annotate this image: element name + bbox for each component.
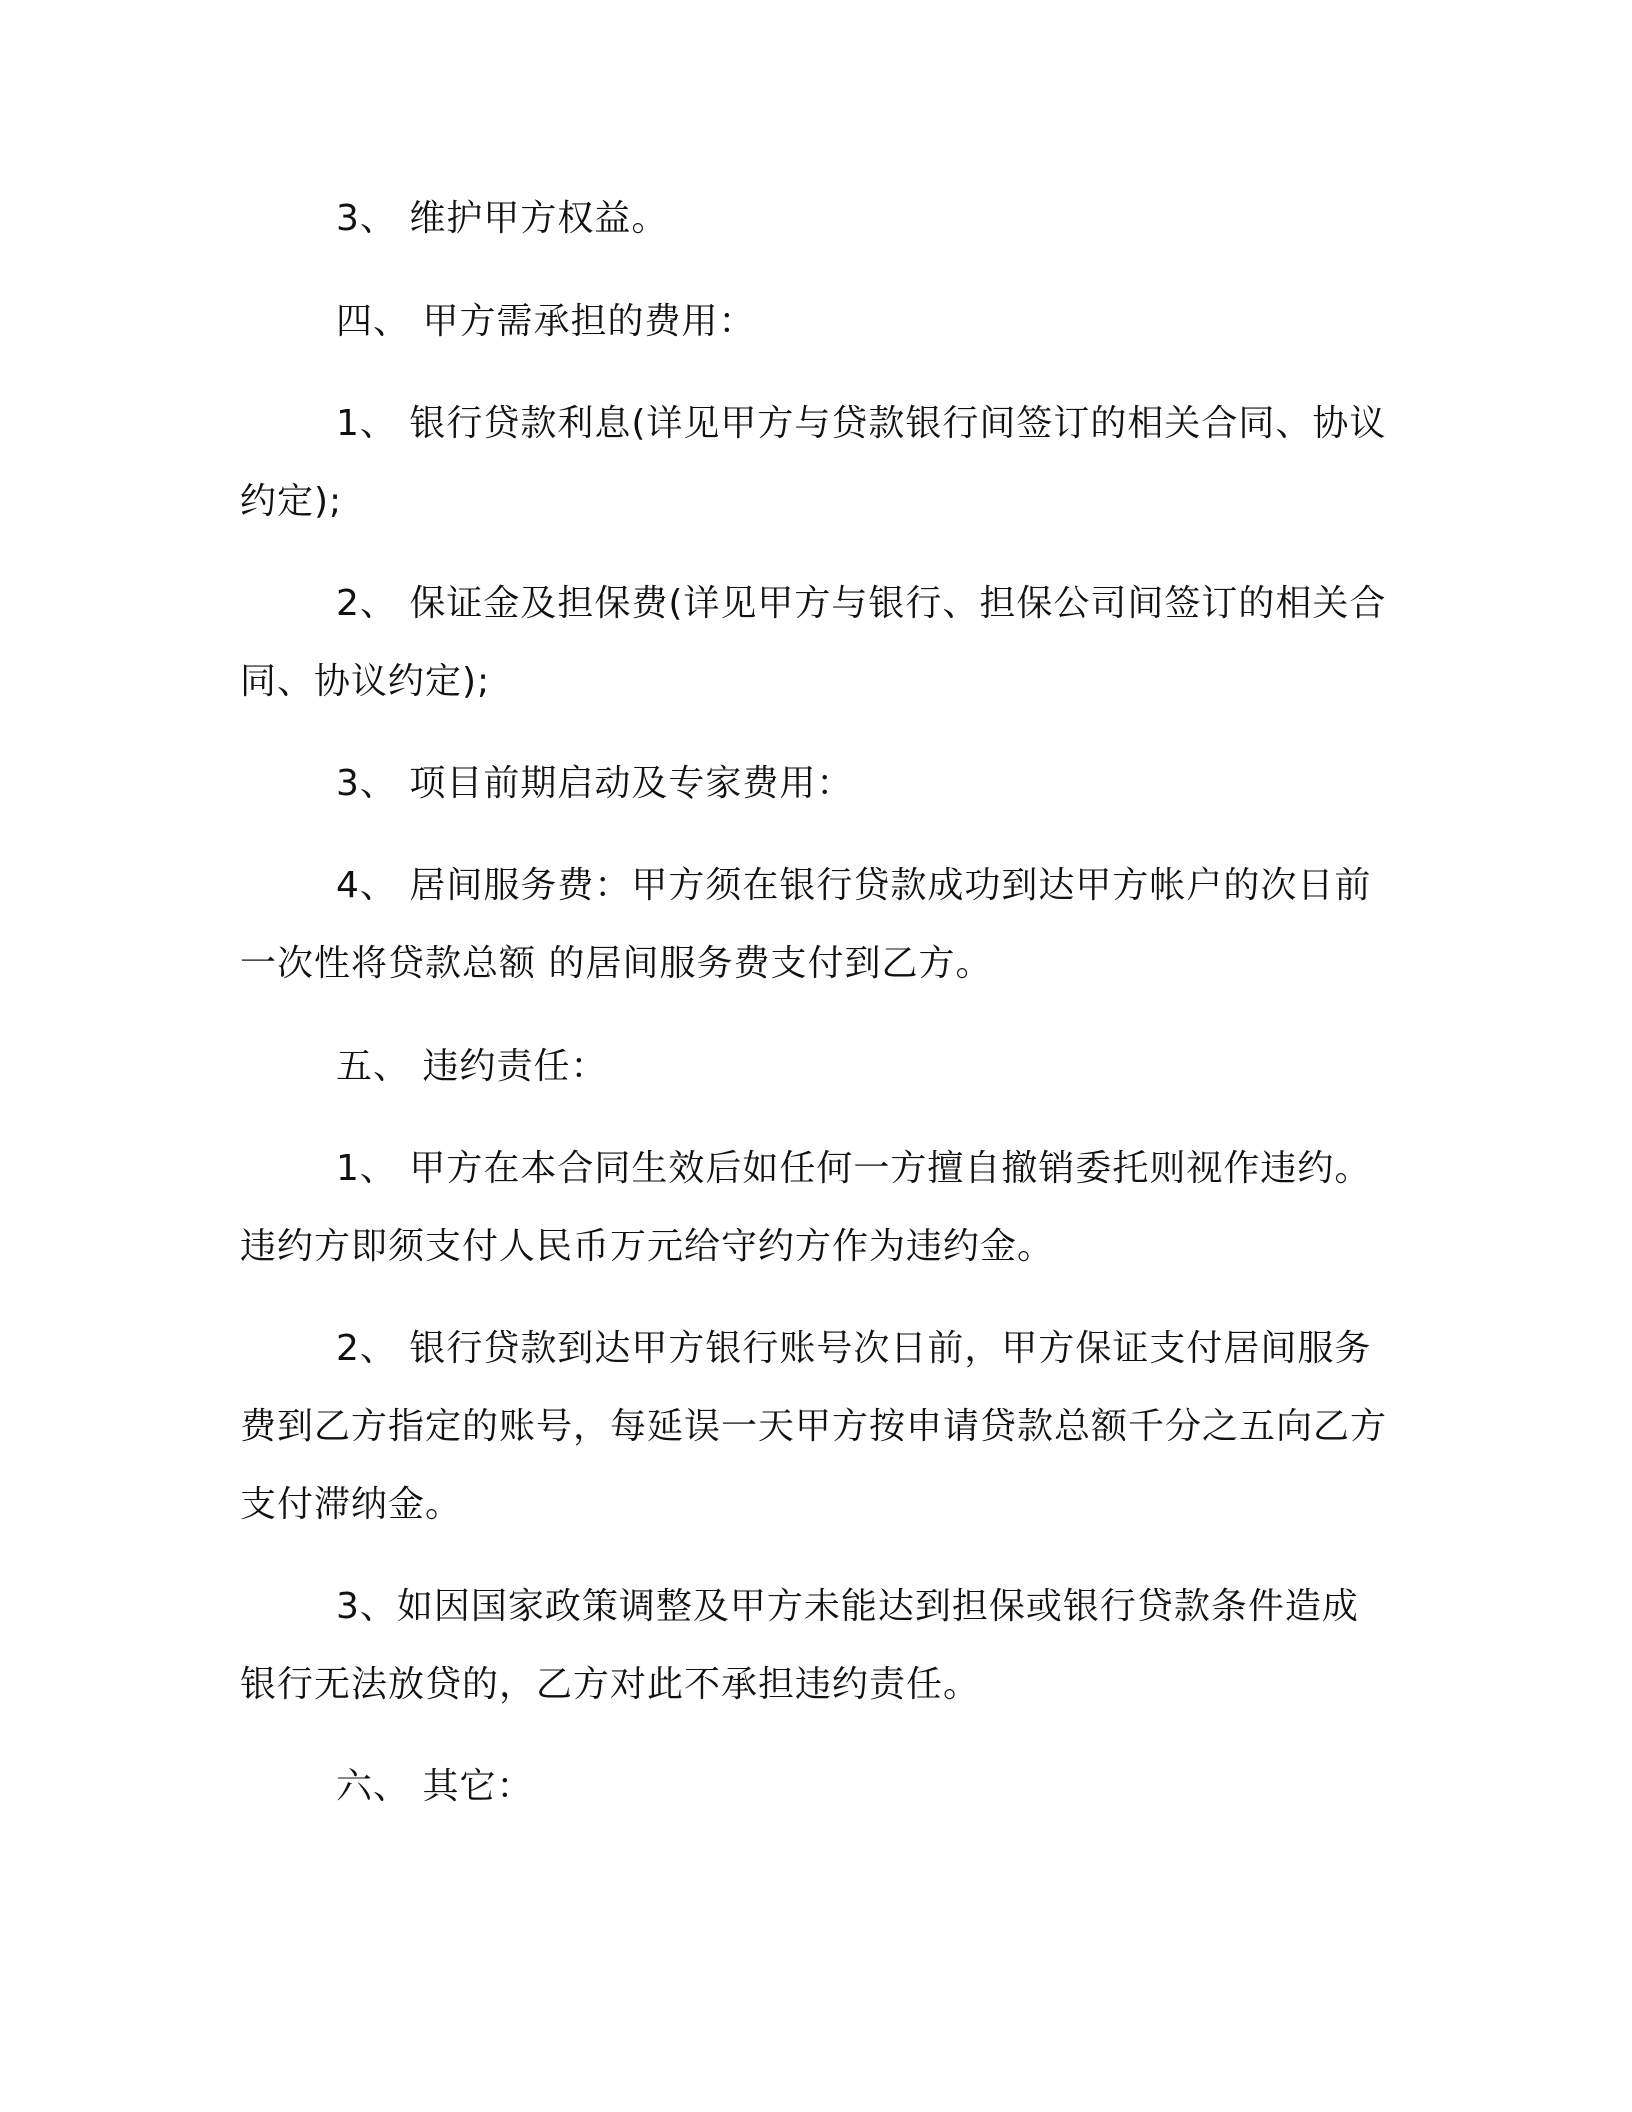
clause-1-loan-interest: 1、 银行贷款利息(详见甲方与贷款银行间签订的相关合同、协议约定); bbox=[240, 403, 1387, 522]
clause-1-breach: 1、 甲方在本合同生效后如任何一方擅自撤销委托则视作违约。违约方即须支付人民币万元给守约方作为违约金。 bbox=[240, 1148, 1372, 1267]
clause-3-policy-exemption: 3、如因国家政策调整及甲方未能达到担保或银行贷款条件造成银行无法放贷的，乙方对此不承担违约责任。 bbox=[240, 1586, 1359, 1705]
clause-2-deposit-fee: 2、 保证金及担保费(详见甲方与银行、担保公司间签订的相关合同、协议约定); bbox=[240, 583, 1387, 702]
clause-2-late-payment: 2、 银行贷款到达甲方银行账号次日前，甲方保证支付居间服务费到乙方指定的账号，每延误一天甲方按申请贷款总额千分之五向乙方支付滞纳金。 bbox=[240, 1328, 1388, 1525]
section-five-heading: 五、 违约责任： bbox=[336, 1046, 608, 1087]
clause-4-service-fee: 4、 居间服务费：甲方须在银行贷款成功到达甲方帐户的次日前一次性将贷款总额 的居间服务费支付到乙方。 bbox=[240, 865, 1372, 984]
section-six-heading: 六、 其它： bbox=[336, 1766, 534, 1807]
clause-3-project-fee: 3、 项目前期启动及专家费用： bbox=[336, 763, 854, 804]
clause-3-protect-rights: 3、 维护甲方权益。 bbox=[336, 198, 669, 239]
section-four-heading: 四、 甲方需承担的费用： bbox=[336, 301, 756, 342]
